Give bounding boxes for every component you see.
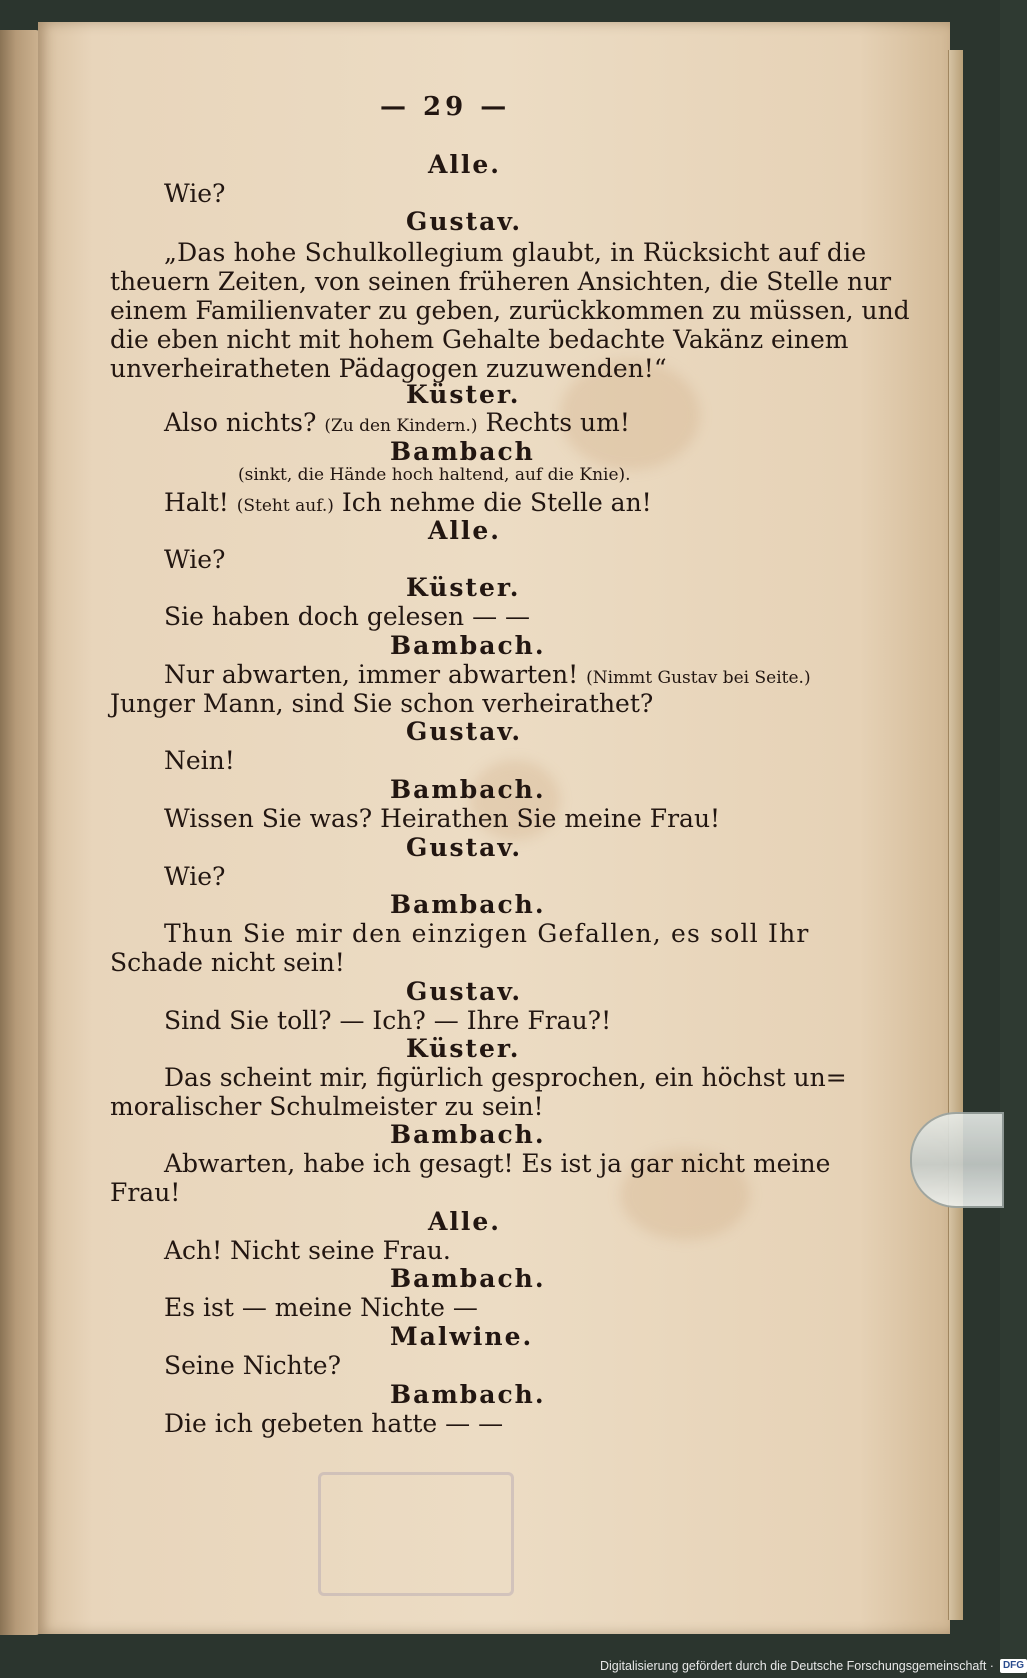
stage-direction: (Nimmt Gustav bei Seite.) <box>586 668 811 688</box>
dialogue-line: Das scheint mir, figürlich gesprochen, ein höchst un= <box>164 1063 847 1092</box>
dialogue-line: Schade nicht sein! <box>110 948 345 977</box>
speaker-heading: Bambach. <box>390 1264 546 1293</box>
dialogue-line: Seine Nichte? <box>164 1351 341 1380</box>
speaker-heading: Alle. <box>428 516 502 545</box>
credit-text: Digitalisierung gefördert durch die Deutsche Forschungsgemeinschaft · <box>600 1659 994 1673</box>
dialogue-line: Wissen Sie was? Heirathen Sie meine Frau! <box>164 804 721 833</box>
dialogue-line: theuern Zeiten, von seinen früheren Ansichten, die Stelle nur <box>110 267 892 296</box>
page-stack-edge <box>948 50 963 1620</box>
page-number: — 29 — <box>380 92 511 122</box>
stage-direction: (Zu den Kindern.) <box>324 416 478 436</box>
speaker-heading: Bambach. <box>390 890 546 919</box>
dialogue-text: Nur abwarten, immer abwarten! <box>164 660 587 689</box>
speaker-heading: Bambach. <box>390 1380 546 1409</box>
dialogue-text: Rechts um! <box>477 408 630 437</box>
dialogue-line: Es ist — meine Nichte — <box>164 1293 478 1322</box>
dialogue-line: Nein! <box>164 746 235 775</box>
speaker-heading: Küster. <box>406 1034 521 1063</box>
speaker-heading: Alle. <box>428 1207 502 1236</box>
dialogue-line: Wie? <box>164 545 226 574</box>
dialogue-line: unverheiratheten Pädagogen zuzuwenden!“ <box>110 354 667 383</box>
speaker-heading: Bambach <box>390 437 535 466</box>
digitization-credit <box>600 1656 1025 1676</box>
previous-page-edge <box>0 30 40 1635</box>
speaker-heading: Bambach. <box>390 631 546 660</box>
speaker-heading: Alle. <box>428 150 502 179</box>
dialogue-line: Thun Sie mir den einzigen Gefallen, es soll Ihr <box>164 919 810 948</box>
dialogue-line: Ach! Nicht seine Frau. <box>164 1236 451 1265</box>
speaker-heading: Küster. <box>406 380 521 409</box>
speaker-heading: Bambach. <box>390 1120 546 1149</box>
dialogue-text: Ich nehme die Stelle an! <box>333 488 652 517</box>
dialogue-line: moralischer Schulmeister zu sein! <box>110 1092 544 1121</box>
dialogue-line: einem Familienvater zu geben, zurückkommen zu müssen, und <box>110 296 910 325</box>
dialogue-line: Sind Sie toll? — Ich? — Ihre Frau?! <box>164 1006 612 1035</box>
stage-direction: (Steht auf.) <box>236 496 334 516</box>
dialogue-line: Wie? <box>164 862 226 891</box>
dialogue-line: „Das hohe Schulkollegium glaubt, in Rücksicht auf die <box>164 238 867 267</box>
dialogue-text: Also nichts? <box>164 408 325 437</box>
library-stamp <box>318 1472 514 1596</box>
stage-direction: (sinkt, die Hände hoch haltend, auf die Knie). <box>238 465 631 485</box>
dialogue-line: die eben nicht mit hohem Gehalte bedachte Vakänz einem <box>110 325 849 354</box>
speaker-heading: Malwine. <box>390 1322 534 1351</box>
speaker-heading: Gustav. <box>406 207 523 236</box>
speaker-heading: Gustav. <box>406 833 523 862</box>
dfg-logo: DFG <box>1000 1659 1027 1673</box>
dialogue-line: Die ich gebeten hatte — — <box>164 1409 504 1438</box>
speaker-heading: Gustav. <box>406 717 523 746</box>
dialogue-line <box>164 488 652 521</box>
dialogue-line: Wie? <box>164 179 226 208</box>
page-clip-tab <box>910 1112 1004 1208</box>
dialogue-text: Halt! <box>164 488 237 517</box>
speaker-heading: Küster. <box>406 573 521 602</box>
dialogue-line: Junger Mann, sind Sie schon verheirathet? <box>110 689 654 718</box>
speaker-heading: Gustav. <box>406 977 523 1006</box>
dialogue-line: Frau! <box>110 1178 181 1207</box>
speaker-heading: Bambach. <box>390 775 546 804</box>
dialogue-line: Abwarten, habe ich gesagt! Es ist ja gar nicht meine <box>164 1149 831 1178</box>
dialogue-line: Sie haben doch gelesen — — <box>164 602 531 631</box>
